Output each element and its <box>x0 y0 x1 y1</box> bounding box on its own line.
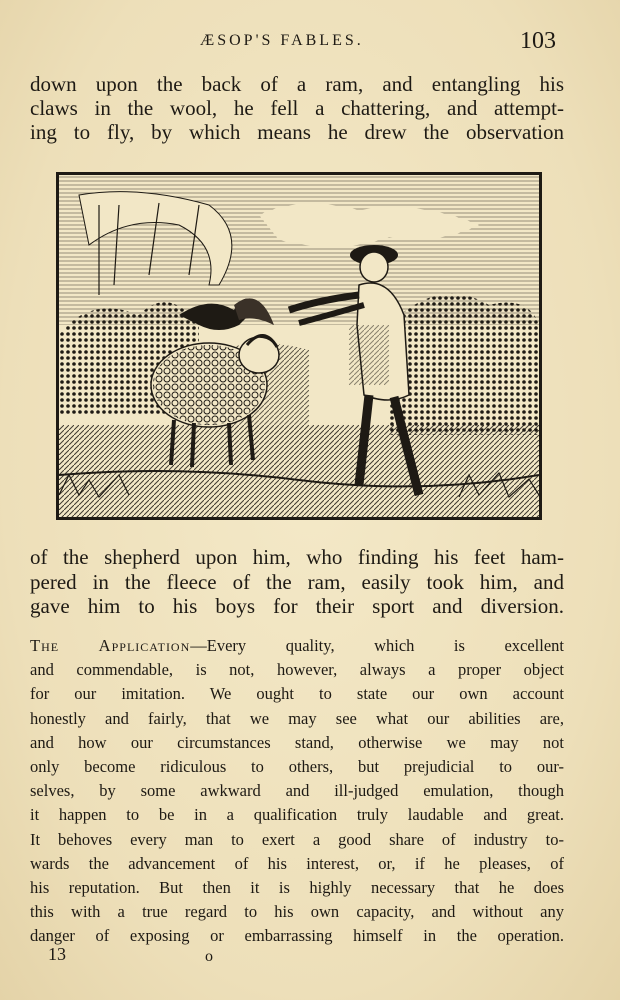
page-footer <box>0 944 620 974</box>
text-line: and how our circumstances stand, otherwise we may not <box>30 732 564 752</box>
running-title: ÆSOP'S FABLES. <box>200 32 364 49</box>
text-line: and commendable, is not, however, always a proper object <box>30 660 564 680</box>
text-line: only become ridiculous to others, but prejudicial to our- <box>30 757 564 777</box>
bush-right <box>389 294 539 435</box>
application-paragraph <box>30 634 564 949</box>
text-line: of the shepherd upon him, who finding his feet ham- <box>30 545 564 569</box>
running-head <box>0 30 620 60</box>
illustration-artwork <box>59 175 539 517</box>
page-number: 103 <box>520 28 556 54</box>
text-line: It behoves every man to exert a good share of industry to- <box>30 829 564 849</box>
text-line: his reputation. But then it is highly necessary that he does <box>30 878 564 898</box>
text-line: pered in the fleece of the ram, easily took him, and <box>30 569 564 594</box>
text-line: ing to fly, by which means he drew the observation <box>30 120 564 144</box>
text-line: danger of exposing or embarrassing himself in the operation. <box>30 926 564 946</box>
text-line: wards the advancement of his interest, or, if he pleases, of <box>30 853 564 873</box>
text-line: down upon the back of a ram, and entangling his <box>30 72 564 96</box>
text-line: claws in the wool, he fell a chattering, and attempt- <box>30 96 564 120</box>
text-line <box>30 634 564 658</box>
paragraph-opening <box>30 72 564 144</box>
text-line: selves, by some awkward and ill-judged emulation, though <box>30 781 564 801</box>
text-line: it happen to be in a qualification truly laudable and great. <box>30 805 564 825</box>
signature-number: 13 <box>48 944 66 964</box>
signature-mark: o <box>205 948 213 965</box>
text-line: honestly and fairly, that we may see what our abilities are, <box>30 708 564 728</box>
woodcut-illustration <box>56 172 542 520</box>
text-line: for our imitation. We ought to state our own account <box>30 684 564 704</box>
text-line: gave him to his boys for their sport and diversion. <box>30 594 564 618</box>
application-first-line: —Every quality, which is excellent <box>190 636 564 655</box>
paragraph-closing <box>30 545 564 619</box>
text-line: this with a true regard to his own capacity, and without any <box>30 902 564 922</box>
application-heading: The Application <box>30 636 191 655</box>
